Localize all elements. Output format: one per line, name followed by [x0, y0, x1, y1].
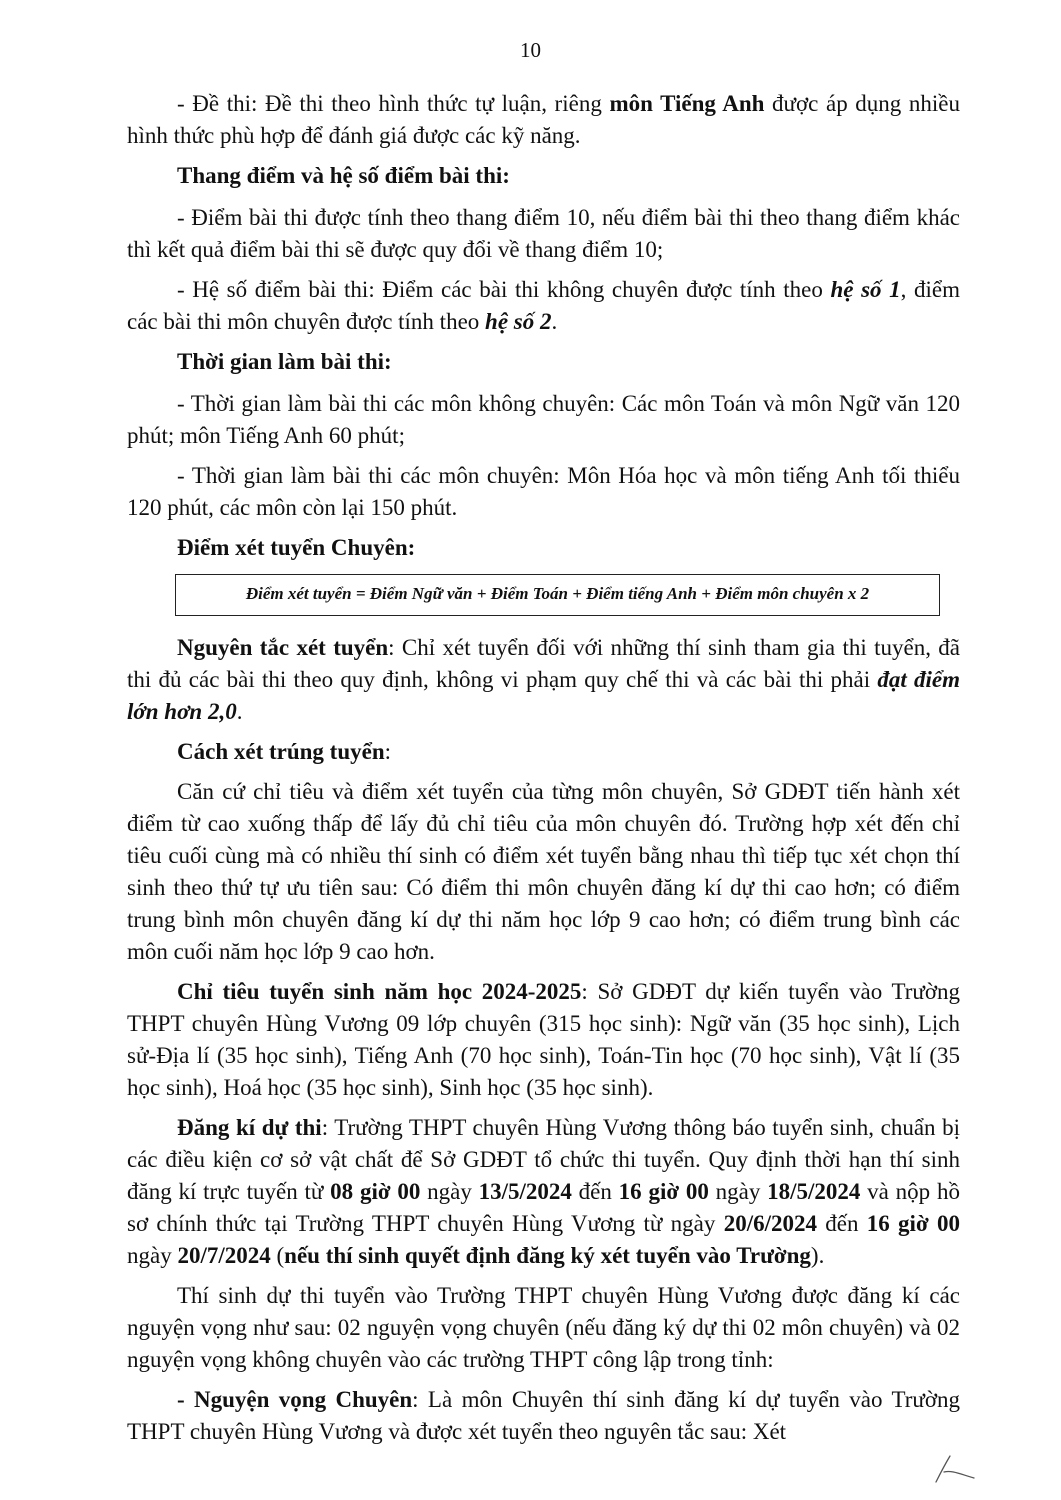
- thang-diem-line2: - Hệ số điểm bài thi: Điểm các bài thi không chuyên được tính theo hệ số 1, điểm các bài thi môn chuyên được tính theo hệ số 2.: [127, 277, 960, 334]
- initials-signature-icon: [930, 1448, 980, 1486]
- document-body: [127, 88, 960, 1456]
- thang-diem-heading: Thang điểm và hệ số điểm bài thi:: [177, 163, 510, 188]
- nguyen-tac-paragraph: Nguyên tắc xét tuyển: Chỉ xét tuyển đối với những thí sinh tham gia thi tuyển, đã thi đủ các bài thi theo quy định, không vi phạm quy chế thi và các bài thi phải đạt điểm lớn hơn 2,0.: [127, 635, 960, 724]
- nv-chuyen-paragraph: - Nguyện vọng Chuyên: Là môn Chuyên thí sinh đăng kí dự tuyển vào Trường THPT chuyên Hùng Vương và được xét tuyển theo nguyên tắc sau: Xét: [127, 1387, 960, 1444]
- cach-xet-paragraph: Căn cứ chỉ tiêu và điểm xét tuyển của từng môn chuyên, Sở GDĐT tiến hành xét điểm từ cao xuống thấp để lấy đủ chỉ tiêu của môn chuyên đó. Trường hợp xét đến chỉ tiêu cuối cùng mà có nhiều thí sinh có điểm xét tuyển bằng nhau thì tiếp tục xét chọn thí sinh theo thứ tự ưu tiên sau: Có điểm thi môn chuyên đăng kí dự thi cao hơn; có điểm trung bình môn chuyên đăng kí dự thi năm học lớp 9 cao hơn; có điểm trung bình các môn cuối năm học lớp 9 cao hơn.: [127, 779, 960, 964]
- page-number: 10: [520, 38, 541, 62]
- diem-xet-heading: Điểm xét tuyển Chuyên:: [177, 535, 416, 560]
- thoi-gian-line1: - Thời gian làm bài thi các môn không chuyên: Các môn Toán và môn Ngữ văn 120 phút; môn Tiếng Anh 60 phút;: [127, 391, 960, 448]
- thang-diem-line1: - Điểm bài thi được tính theo thang điểm 10, nếu điểm bài thi theo thang điểm khác thì kết quả điểm bài thi sẽ được quy đổi về thang điểm 10;: [127, 205, 960, 262]
- dang-ki-paragraph: Đăng kí dự thi: Trường THPT chuyên Hùng Vương thông báo tuyển sinh, chuẩn bị các điều kiện cơ sở vật chất để Sở GDĐT tổ chức thi tuyển. Quy định thời hạn thí sinh đăng kí trực tuyến từ 08 giờ 00 ngày 13/5/2024 đến 16 giờ 00 ngày 18/5/2024 và nộp hồ sơ chính thức tại Trường THPT chuyên Hùng Vương từ ngày 20/6/2024 đến 16 giờ 00 ngày 20/7/2024 (nếu thí sinh quyết định đăng ký xét tuyển vào Trường).: [127, 1115, 960, 1268]
- nguyen-vong-paragraph: Thí sinh dự thi tuyển vào Trường THPT chuyên Hùng Vương được đăng kí các nguyện vọng như sau: 02 nguyện vọng chuyên (nếu đăng ký dự thi 02 môn chuyên) và 02 nguyện vọng không chuyên vào các trường THPT công lập trong tỉnh:: [127, 1283, 960, 1372]
- thoi-gian-line2: - Thời gian làm bài thi các môn chuyên: Môn Hóa học và môn tiếng Anh tối thiểu 120 phút, các môn còn lại 150 phút.: [127, 463, 960, 520]
- chi-tieu-paragraph: Chỉ tiêu tuyển sinh năm học 2024-2025: Sở GDĐT dự kiến tuyển vào Trường THPT chuyên Hùng Vương 09 lớp chuyên (315 học sinh): Ngữ văn (35 học sinh), Lịch sử-Địa lí (35 học sinh), Tiếng Anh (70 học sinh), Toán-Tin học (70 học sinh), Vật lí (35 học sinh), Hoá học (35 học sinh), Sinh học (35 học sinh).: [127, 979, 960, 1100]
- thoi-gian-heading: Thời gian làm bài thi:: [177, 349, 392, 374]
- cach-xet-heading: Cách xét trúng tuyển:: [177, 739, 392, 764]
- formula-box: Điểm xét tuyển = Điểm Ngữ văn + Điểm Toán + Điểm tiếng Anh + Điểm môn chuyên x 2: [175, 574, 940, 616]
- de-thi-paragraph: - Đề thi: Đề thi theo hình thức tự luận, riêng môn Tiếng Anh được áp dụng nhiều hình thức phù hợp để đánh giá được các kỹ năng.: [127, 91, 961, 148]
